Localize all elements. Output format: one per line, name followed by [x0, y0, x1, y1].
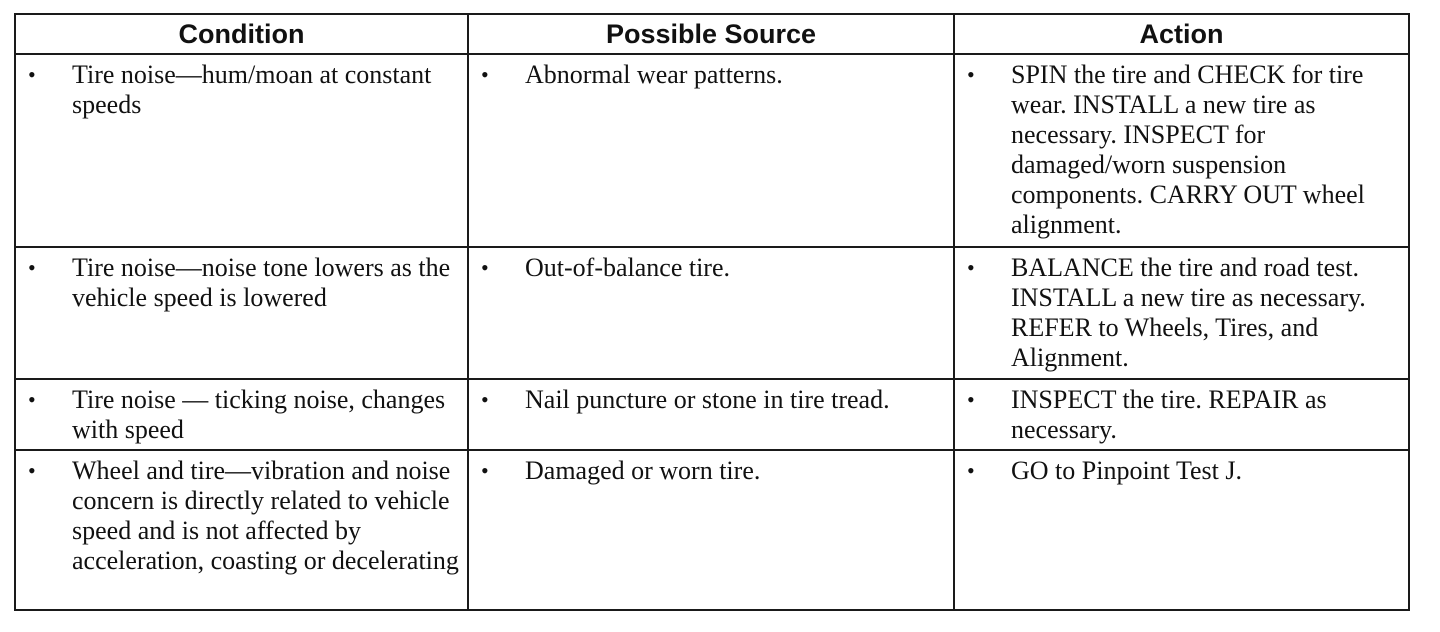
table-row: [15, 247, 1409, 379]
bullet-marker: •: [967, 255, 975, 280]
bullet-marker: •: [481, 458, 489, 483]
bullet-marker: •: [481, 255, 489, 280]
header-action: Action: [954, 14, 1409, 54]
action-cell: [954, 450, 1409, 610]
diagnosis-table: [14, 13, 1410, 611]
table-row: [15, 54, 1409, 247]
source-text: Out-of-balance tire.: [525, 253, 731, 282]
condition-cell: [15, 450, 468, 610]
bullet-marker: •: [28, 458, 36, 483]
source-cell: [468, 379, 954, 450]
source-text: Nail puncture or stone in tire tread.: [525, 385, 890, 414]
condition-text: Tire noise — ticking noise, changes with speed: [72, 385, 446, 444]
source-cell: [468, 450, 954, 610]
table-row: [15, 379, 1409, 450]
source-text: Damaged or worn tire.: [525, 456, 761, 485]
condition-cell: [15, 379, 468, 450]
bullet-marker: •: [967, 62, 975, 87]
bullet-marker: •: [967, 458, 975, 483]
action-cell: [954, 54, 1409, 247]
condition-text: Tire noise—noise tone lowers as the vehicle speed is lowered: [72, 253, 451, 312]
bullet-marker: •: [28, 255, 36, 280]
action-cell: [954, 379, 1409, 450]
source-cell: [468, 247, 954, 379]
source-text: Abnormal wear patterns.: [525, 60, 783, 89]
bullet-marker: •: [28, 62, 36, 87]
action-text: GO to Pinpoint Test J.: [1011, 456, 1243, 485]
diagnosis-table-container: [14, 13, 1408, 611]
source-cell: [468, 54, 954, 247]
action-text: BALANCE the tire and road test. INSTALL a new tire as necessary. REFER to Wheels, Tires, and Alignment.: [1011, 253, 1366, 372]
bullet-marker: •: [28, 387, 36, 412]
bullet-marker: •: [481, 62, 489, 87]
action-text: SPIN the tire and CHECK for tire wear. INSTALL a new tire as necessary. INSPECT for damaged/worn suspension components. CARRY OUT wheel alignment.: [1011, 60, 1365, 239]
condition-text: Wheel and tire—vibration and noise concern is directly related to vehicle speed and is not affected by acceleration, coasting or decelerating: [72, 456, 459, 575]
condition-cell: [15, 247, 468, 379]
action-text: INSPECT the tire. REPAIR as necessary.: [1011, 385, 1327, 444]
header-condition: Condition: [15, 14, 468, 54]
condition-cell: [15, 54, 468, 247]
header-possible-source: Possible Source: [468, 14, 954, 54]
action-cell: [954, 247, 1409, 379]
bullet-marker: •: [481, 387, 489, 412]
condition-text: Tire noise—hum/moan at constant speeds: [72, 60, 432, 119]
table-row: [15, 450, 1409, 610]
table-header-row: [15, 14, 1409, 54]
bullet-marker: •: [967, 387, 975, 412]
